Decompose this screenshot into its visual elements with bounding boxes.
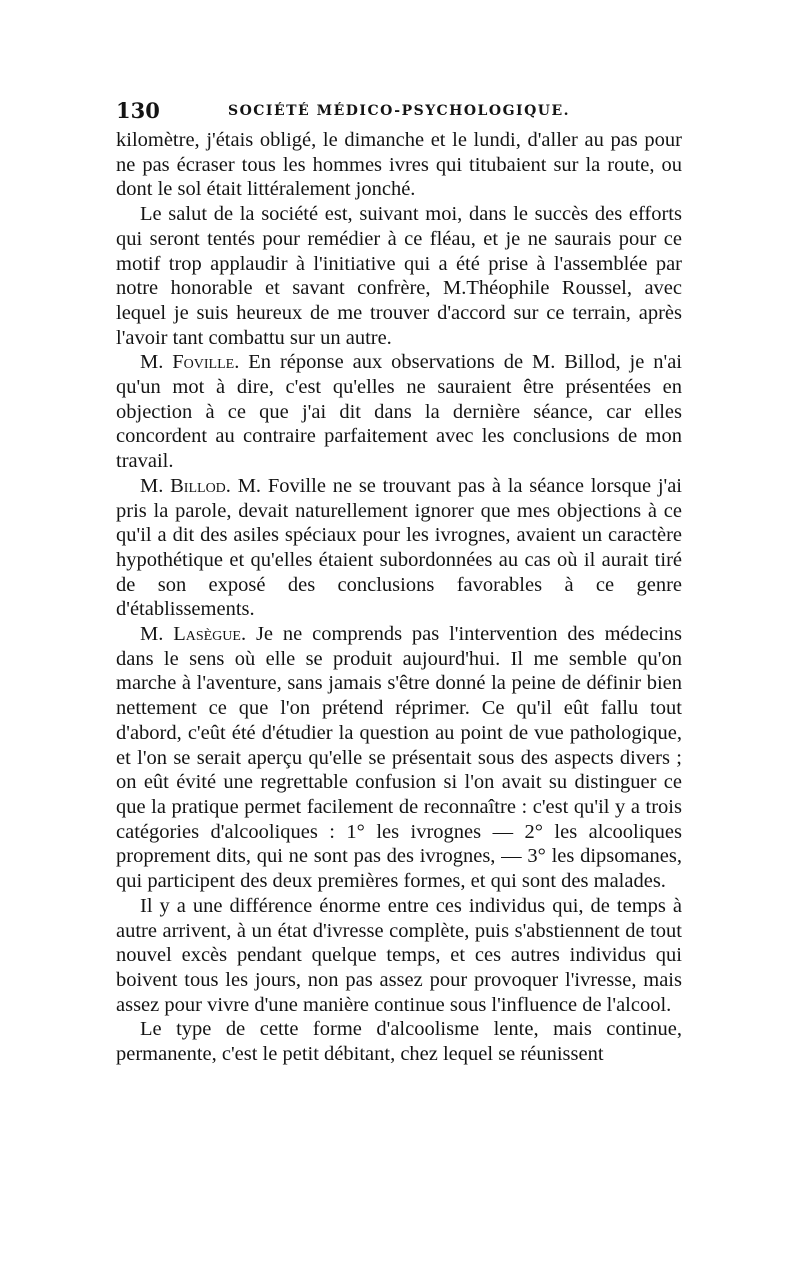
speaker-name: M. Lasègue. [140, 623, 247, 646]
paragraph-4 [116, 474, 682, 622]
page-header [116, 98, 682, 126]
paragraph-2 [116, 202, 682, 350]
paragraph-5 [116, 622, 682, 894]
paragraph-7 [116, 1017, 682, 1066]
page-number: 130 [116, 98, 160, 123]
paragraph-6 [116, 894, 682, 1018]
running-title: SOCIÉTÉ MÉDICO-PSYCHOLOGIQUE. [227, 103, 571, 119]
paragraph-text: Il y a une différence énorme entre ces individus qui, de temps à autre arrivent, à un état d'ivresse complète, puis s'abstiennent de tout nouvel excès pendant quelque temps, et ces autres individus qui boivent tous les jours, non pas assez pour provoquer l'ivresse, mais assez pour vivre d'une manière continue sous l'influence de l'alcool. [116, 894, 682, 1016]
paragraph-text: En réponse aux observations de M. Billod, je n'ai qu'un mot à dire, c'est qu'elles ne sauraient être présentées en objection à ce que j'ai dit dans la dernière séance, car elles concordent au contraire parfaitement avec les conclusions de mon travail. [116, 351, 682, 473]
paragraph-text: M. Foville ne se trouvant pas à la séance lorsque j'ai pris la parole, devait naturellement ignorer que mes objections à ce qu'il a dit des asiles spéciaux pour les ivrognes, avaient un caractère hypothétique et qu'elles étaient subordonnées au cas où il aurait tiré de son exposé des conclusions favorables à ce genre d'établissements. [116, 474, 683, 621]
paragraph-3 [116, 350, 682, 474]
paragraph-1 [116, 128, 682, 202]
paragraph-text: Je ne comprends pas l'intervention des médecins dans le sens où elle se produit aujourd'hui. Il me semble qu'on marche à l'aventure, sans jamais s'être donné la peine de définir bien nettement ce que l'on prétend réprimer. Ce qu'il eût fallu tout d'abord, c'eût été d'étudier la question au point de vue pathologique, et l'on se serait aperçu qu'elle se présentait sous des aspects divers ; on eût évité une regrettable confusion si l'on avait su distinguer ce que la pratique permet facilement de reconnaître : c'est qu'il y a trois catégories d'alcooliques : 1° les ivrognes — 2° les alcooliques proprement dits, qui ne sont pas des ivrognes, — 3° les dipsomanes, qui participent des deux premières formes, et qui sont des malades. [116, 623, 682, 893]
paragraph-text: Le salut de la société est, suivant moi, dans le succès des efforts qui seront tentés pour remédier à ce fléau, et je ne saurais pour ce motif trop applaudir à l'initiative qui a été prise à l'assemblée par notre honorable et savant confrère, M.Théophile Roussel, avec lequel je suis heureux de me trouver d'accord sur ce terrain, après l'avoir tant combattu sur un autre. [116, 203, 682, 349]
paragraph-text: kilomètre, j'étais obligé, le dimanche et le lundi, d'aller au pas pour ne pas écraser tous les hommes ivres qui titubaient sur la route, ou dont le sol était littéralement jonché. [116, 129, 682, 201]
speaker-name: M. Foville. [140, 351, 240, 374]
body-text [116, 128, 682, 1067]
paragraph-text: Le type de cette forme d'alcoolisme lente, mais continue, permanente, c'est le petit débitant, chez lequel se réunissent [116, 1018, 682, 1066]
speaker-name: M. Billod. [140, 474, 231, 497]
